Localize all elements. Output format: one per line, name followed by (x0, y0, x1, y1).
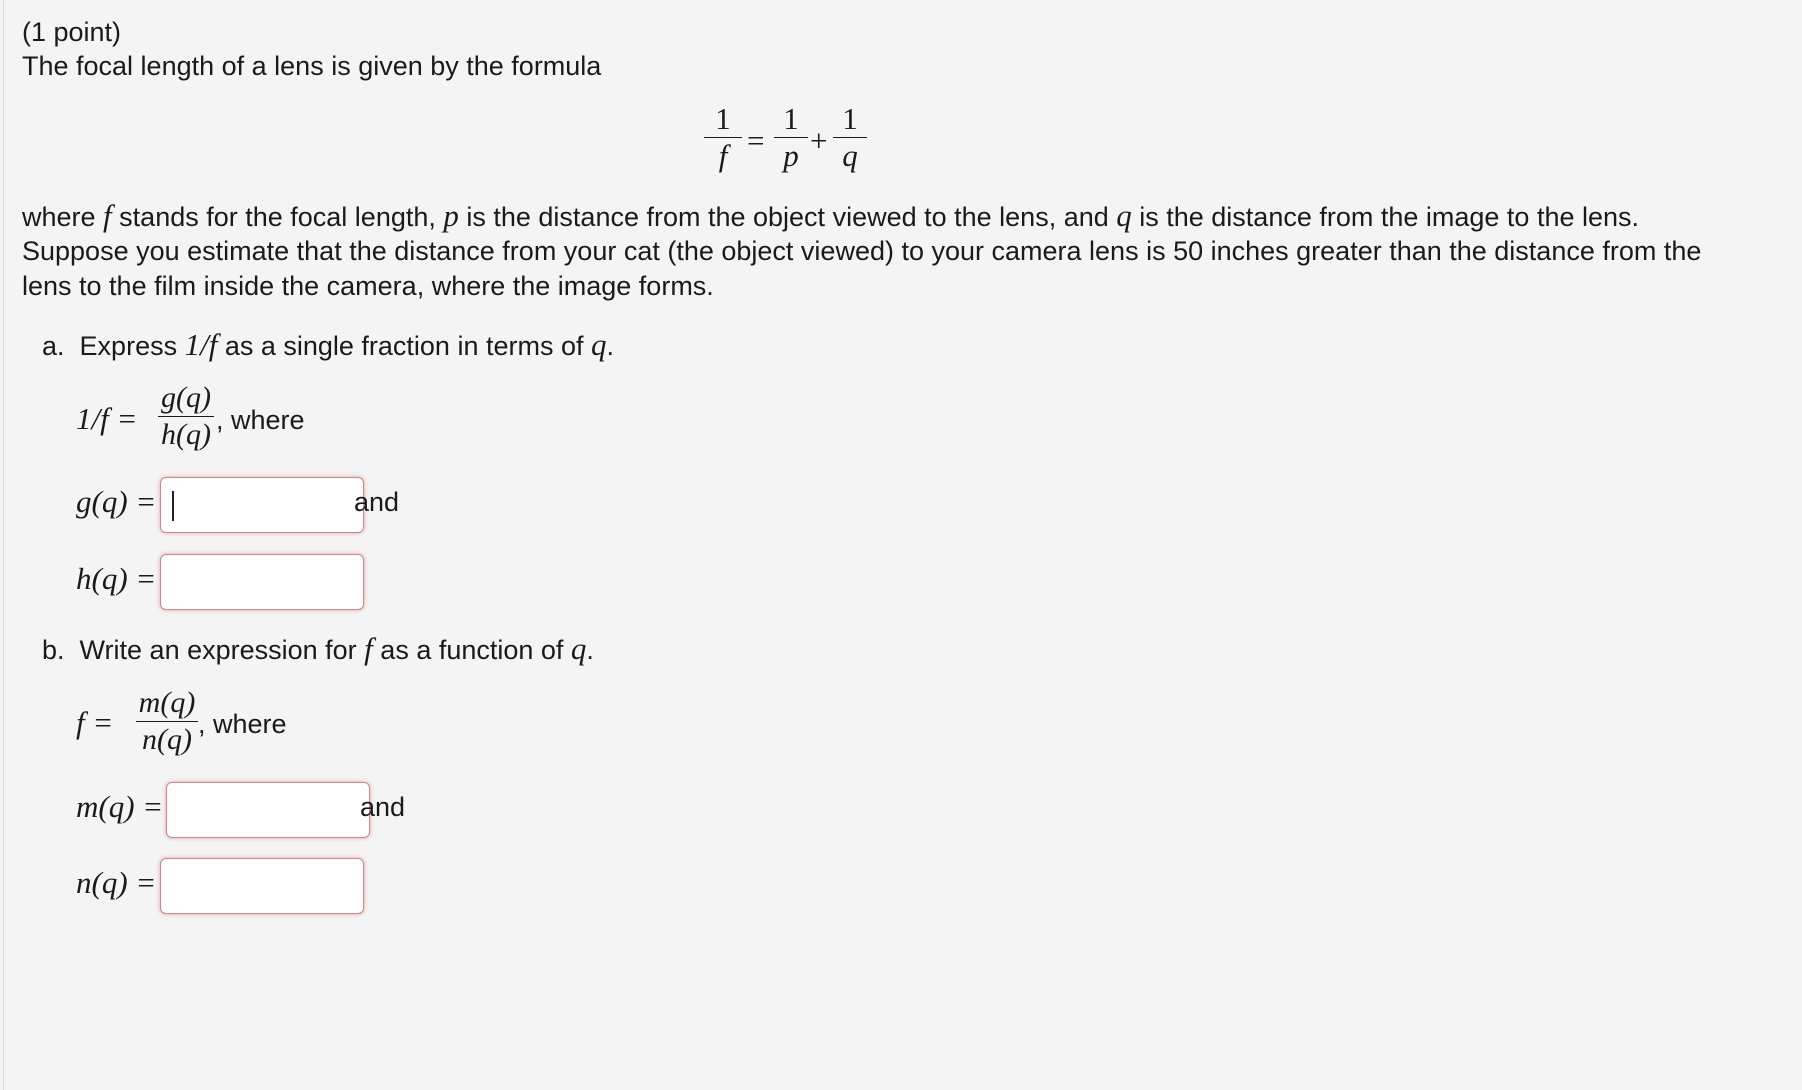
part-a-prompt: a. Express 1/f as a single fraction in terms of q. (42, 327, 615, 362)
formula-plus: + (810, 123, 828, 158)
part-b-fraction: m(q) n(q) (136, 686, 198, 757)
part-b-where: , where (198, 709, 287, 739)
n-answer-input[interactable] (160, 858, 364, 914)
h-answer-input[interactable] (160, 554, 364, 610)
problem-page (3, 0, 1802, 1090)
and-label-a: and (354, 487, 400, 517)
text-cursor (172, 491, 174, 521)
h-label: h(q) = (76, 561, 157, 596)
m-label: m(q) = (76, 789, 164, 824)
g-label: g(q) = (76, 484, 157, 519)
formula-frac-q: 1 q (833, 102, 867, 173)
and-label-b: and (360, 792, 406, 822)
description-line-1: where f stands for the focal length, p is the distance from the object viewed to the lens, and q is the distance from the image to the lens. (22, 198, 1640, 233)
formula-frac-f: 1 f (704, 102, 742, 173)
description-line-3: lens to the film inside the camera, where the image forms. (22, 271, 714, 301)
m-answer-input[interactable] (166, 782, 370, 838)
description-line-2: Suppose you estimate that the distance from your cat (the object viewed) to your camera lens is 50 inches greater than the distance from the (22, 236, 1702, 266)
part-a-fraction: g(q) h(q) (158, 381, 214, 452)
formula-frac-p: 1 p (774, 102, 808, 173)
g-answer-input[interactable] (160, 477, 364, 533)
n-label: n(q) = (76, 865, 157, 900)
part-a-where: , where (216, 405, 305, 435)
part-a-lhs: 1/f = (76, 401, 138, 436)
formula-equals: = (747, 123, 765, 158)
part-b-prompt: b. Write an expression for f as a function of q. (42, 631, 594, 666)
point-value: (1 point) (22, 17, 122, 47)
part-b-lhs: f = (76, 705, 114, 740)
problem-intro: The focal length of a lens is given by the formula (22, 51, 602, 81)
